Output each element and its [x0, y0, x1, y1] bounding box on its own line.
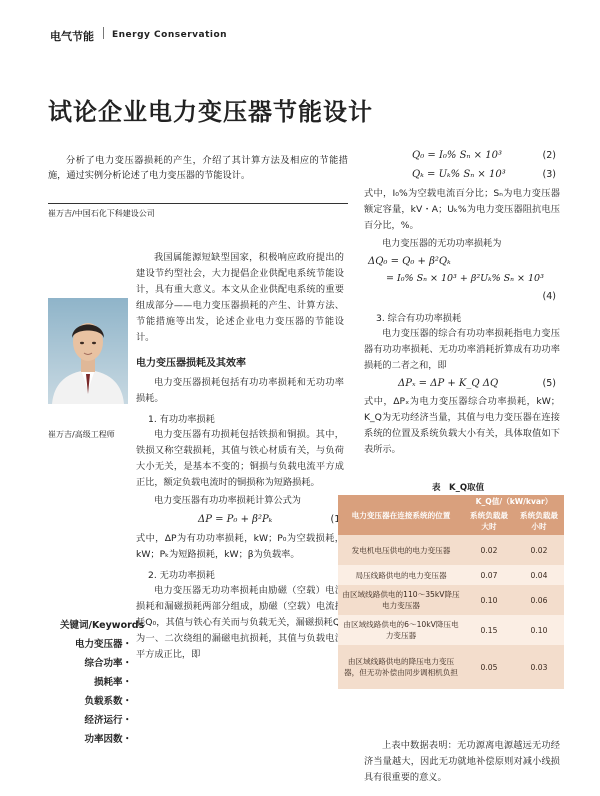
table-header: 电力变压器在连接系统的位置	[351, 510, 451, 520]
paragraph: 电力变压器损耗包括有功功率损耗和无功功率损耗。	[136, 377, 344, 404]
table-row	[338, 535, 564, 565]
table-cell: 由区域线路供电的降压电力变压器，但无功补偿由同步调相机负担	[344, 657, 458, 677]
abstract-divider	[48, 203, 348, 204]
keyword: 综合功率・	[84, 658, 132, 669]
table-row	[338, 615, 564, 645]
keywords-heading: 关键词/Keywords	[60, 620, 145, 631]
table-cell: 发电机电压供电的电力变压器	[351, 545, 451, 555]
equation: Q₀ = I₀% Sₙ × 10³	[412, 150, 502, 161]
table-cell: 局压线路供电的电力变压器	[355, 570, 447, 580]
section-heading: 电力变压器损耗及其效率	[136, 358, 246, 369]
table-cell: 0.02	[480, 545, 498, 555]
equation: Qₖ = Uₖ% Sₙ × 10³	[412, 169, 506, 180]
equation-number: (4)	[542, 291, 556, 302]
equation-number: (1)	[330, 514, 344, 525]
equation-row	[364, 169, 560, 187]
table-header: 系统负载最小时	[520, 511, 558, 531]
equation: ΔP = P₀ + β²Pₖ	[198, 514, 273, 525]
equation-row	[364, 376, 560, 394]
subheading: 1. 有功功率损耗	[148, 414, 215, 425]
table-cell: 0.05	[480, 662, 498, 672]
table-cell: 0.07	[480, 570, 498, 580]
equation-number: (3)	[542, 169, 556, 180]
paragraph: 电力变压器有功损耗包括铁损和铜损。其中，铁损又称空载损耗，其值与铁心材质有关，与负荷大小无关，是基本不变的；铜损与负载电流平方成正比，额定负载电流时的铜损称为短路损耗。	[136, 429, 344, 488]
author-photo	[48, 298, 128, 404]
table-header: 系统负载最大时	[470, 511, 508, 531]
keyword: 功率因数・	[84, 734, 132, 745]
table-cell: 由区域线路供电的6～10kV降压电力变压器	[343, 620, 459, 640]
paragraph: 式中，I₀%为空载电流百分比；Sₙ为电力变压器额定容量，kV・A；Uₖ%为电力变压器阻抗电压百分比，%。	[364, 188, 560, 231]
paragraph: 电力变压器的综合有功功率损耗指电力变压器有功功率损耗、无功功率消耗折算成有功功率损耗的二者之和，即	[364, 328, 560, 371]
paragraph: 式中，ΔP为有功功率损耗，kW；P₀为空载损耗，kW；Pₖ为短路损耗，kW；β为负载率。	[136, 533, 344, 560]
table-cell: 0.10	[530, 625, 548, 635]
keyword: 负载系数・	[84, 696, 132, 707]
table-cell: 0.06	[530, 595, 548, 605]
equation-row	[364, 254, 560, 272]
keyword: 电力变压器・	[74, 639, 132, 650]
keyword: 损耗率・	[93, 677, 132, 688]
table-cell: 0.02	[530, 545, 548, 555]
conclusion	[364, 738, 560, 786]
table-row	[338, 565, 564, 585]
equation-number: (5)	[542, 378, 556, 389]
intro-paragraph: 我国属能源短缺型国家，积极响应政府提出的建设节约型社会，大力提倡企业供配电系统节能设计，具有重大意义。本文从企业供配电系统的重要组成部分——电力变压器损耗的产生、计算方法、节能措施等出发，论述企业电力变压器的节能设计。	[136, 252, 344, 343]
header-divider	[103, 27, 104, 39]
subheading: 3. 综合有功功率损耗	[376, 313, 462, 324]
paragraph: 上表中数据表明：无功源离电源越远无功经济当量越大，因此无功就地补偿原则对减小线损具有很重要的意义。	[364, 740, 560, 783]
main-column	[136, 250, 344, 663]
section-label-en: Energy Conservation	[112, 30, 228, 40]
section-label: 电气节能	[50, 30, 94, 43]
table-header: K_Q值/（kW/kvar）	[475, 496, 553, 506]
equation: ΔQ₀ = Q₀ + β²Qₖ	[368, 256, 451, 267]
table-cell: 0.15	[480, 625, 498, 635]
table-cell: 0.04	[530, 570, 548, 580]
keyword: 经济运行・	[84, 715, 132, 726]
article-title: 试论企业电力变压器节能设计	[48, 97, 373, 126]
abstract: 分析了电力变压器损耗的产生，介绍了其计算方法及相应的节能措施，通过实例分析论述了电力变压器的节能设计。	[48, 155, 348, 181]
photo-caption: 崔万吉/高级工程师	[48, 430, 115, 439]
table-row	[338, 645, 564, 689]
paragraph: 电力变压器的无功功率损耗为	[382, 238, 502, 249]
author-affiliation: 崔万吉/中国石化下科建设公司	[48, 209, 155, 218]
table-cell: 由区域线路供电的110～35kV降压电力变压器	[342, 590, 460, 610]
table-title: 表 K_Q取值	[432, 483, 485, 493]
equation-row	[364, 290, 560, 306]
kq-table	[338, 495, 564, 689]
column-text	[364, 186, 560, 458]
equation-row	[364, 272, 560, 290]
table-row	[338, 585, 564, 615]
paragraph: 式中，ΔPₓ为电力变压器综合功率损耗，kW；K_Q为无功经济当量，其值与电力变压器在连接系统的位置及系统负载大小有关，具体取值如下表所示。	[364, 396, 560, 455]
table-cell: 0.03	[530, 662, 548, 672]
subheading: 2. 无功功率损耗	[148, 570, 215, 581]
equation-number: (2)	[542, 150, 556, 161]
equation-row	[136, 511, 344, 531]
paragraph: 电力变压器无功功率损耗由励磁（空载）电流损耗和漏磁损耗两部分组成，励磁（空载）电流损耗Q₀，其值与铁心有关而与负载无关，漏磁损耗Qₖ为一、二次绕组的漏磁电抗损耗，其值与负载电流平方成正比，即	[136, 585, 344, 660]
equation: = I₀% Sₙ × 10³ + β²Uₖ% Sₙ × 10³	[386, 273, 544, 284]
table-cell: 0.10	[480, 595, 498, 605]
equation: ΔPₓ = ΔP + K_Q ΔQ	[398, 378, 499, 389]
equation-row	[364, 150, 560, 168]
paragraph: 电力变压器有功功率损耗计算公式为	[154, 495, 301, 506]
